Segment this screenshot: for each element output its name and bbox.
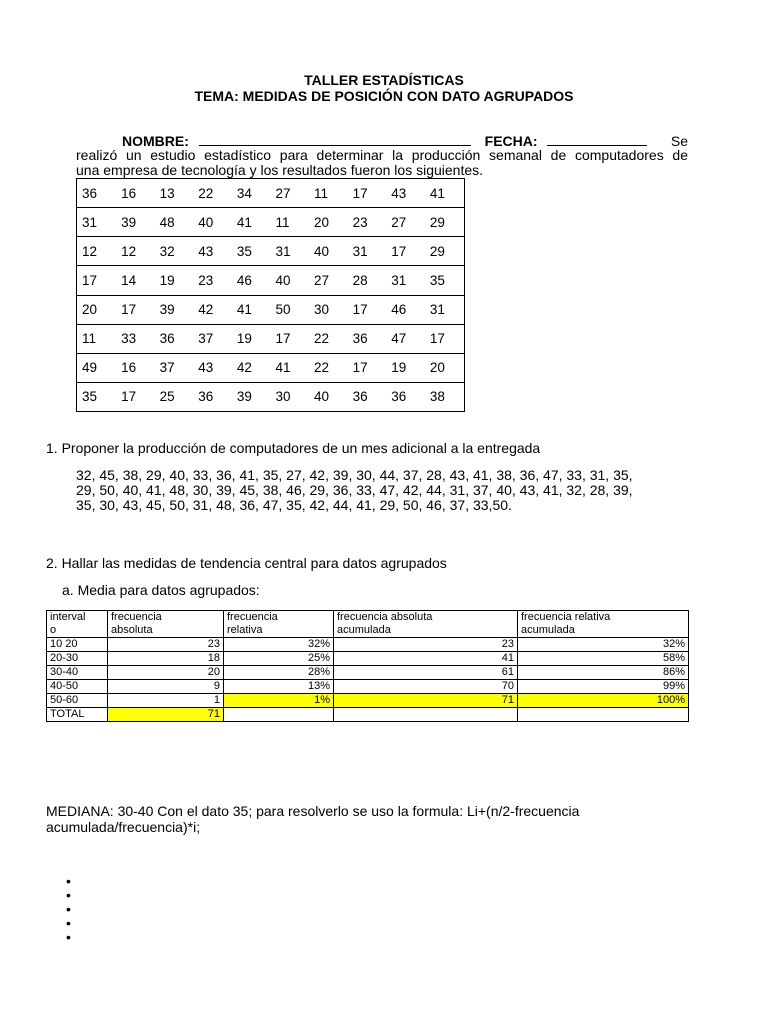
table-cell: 70 [334,680,518,694]
table-cell: 42 [232,353,271,382]
table-cell: 58% [518,652,689,666]
table-cell: 37 [155,353,194,382]
total-value: 71 [108,708,224,722]
table-row [77,295,465,324]
table-cell: 29 [425,237,465,266]
table-cell: 86% [518,666,689,680]
table-cell: 27 [386,208,425,237]
intro-paragraph [76,148,688,178]
table-cell: 22 [309,324,348,353]
table-cell: 28% [224,666,334,680]
frequency-table [46,610,689,722]
table-cell: 17 [386,237,425,266]
table-cell: 41 [270,353,309,382]
table-cell: 25% [224,652,334,666]
table-row [47,680,689,694]
header-cell: frecuencia absoluta [108,611,224,638]
table-cell: 18 [108,652,224,666]
table-cell: 50-60 [47,694,108,708]
list-item: • [66,887,71,903]
bullet-list [66,874,71,944]
table-cell: 33 [116,324,155,353]
table-cell: 32% [224,638,334,652]
table-cell: 34 [232,179,271,208]
table-cell: 49 [77,353,117,382]
table-cell: 36 [386,382,425,411]
table-cell: 31 [425,295,465,324]
empty-cell [518,708,689,722]
table-cell: 36 [348,324,387,353]
table-cell: 16 [116,179,155,208]
document-subtitle: TEMA: MEDIDAS DE POSICIÓN CON DATO AGRUPADOS [194,88,574,104]
date-label: FECHA: [484,133,538,149]
intro-line: una empresa de tecnología y los resultados fueron los siguientes. [76,162,484,178]
table-cell: 41 [232,295,271,324]
table-cell: 28 [348,266,387,295]
table-cell: 11 [77,324,117,353]
mediana-text [46,803,686,835]
table-cell: 36 [348,382,387,411]
table-cell: 100% [518,694,689,708]
table-row [77,208,465,237]
table-cell: 20 [77,295,117,324]
table-cell: 37 [193,324,232,353]
table-cell: 38 [425,382,465,411]
table-cell: 40 [309,382,348,411]
table-cell: 50 [270,295,309,324]
table-cell: 12 [116,237,155,266]
date-blank [547,133,647,146]
table-cell: 11 [270,208,309,237]
list-item: • [66,915,71,931]
table-cell: 99% [518,680,689,694]
table-cell: 35 [425,266,465,295]
table-cell: 35 [232,237,271,266]
table-cell: 12 [77,237,117,266]
table-cell: 22 [193,179,232,208]
table-cell: 35 [77,382,117,411]
table-cell: 46 [386,295,425,324]
table-row [77,179,465,208]
table-row [47,694,689,708]
table-cell: 30 [309,295,348,324]
header-cell: frecuencia relativa acumulada [518,611,689,638]
table-cell: 31 [77,208,117,237]
table-cell: 9 [108,680,224,694]
table-cell: 23 [334,638,518,652]
table-cell: 32% [518,638,689,652]
mediana-line: MEDIANA: 30-40 Con el dato 35; para resolverlo se uso la formula: Li+(n/2-frecuencia [46,803,580,819]
table-cell: 40-50 [47,680,108,694]
document-title: TALLER ESTADÍSTICAS [304,72,464,88]
table-cell: 41 [334,652,518,666]
table-row [47,652,689,666]
table-row [77,324,465,353]
table-cell: 27 [309,266,348,295]
table-cell: 14 [116,266,155,295]
name-blank [199,133,471,146]
total-label: TOTAL [47,708,108,722]
table-cell: 39 [155,295,194,324]
table-cell: 13% [224,680,334,694]
header-cell: frecuencia relativa [224,611,334,638]
table-cell: 46 [232,266,271,295]
table-cell: 22 [309,353,348,382]
table-cell: 17 [270,324,309,353]
data-line: 35, 30, 43, 45, 50, 31, 48, 36, 47, 35, 42, 44, 41, 29, 50, 46, 37, 33,50. [76,497,512,513]
table-cell: 39 [232,382,271,411]
empty-cell [334,708,518,722]
table-row [77,382,465,411]
table-cell: 17 [116,382,155,411]
table-cell: 19 [386,353,425,382]
table-cell: 32 [155,237,194,266]
table-row [47,666,689,680]
data-line: 29, 50, 40, 41, 48, 30, 39, 45, 38, 46, 29, 36, 33, 47, 42, 44, 31, 37, 40, 43, 41, 32, 28, 39, [76,482,633,498]
table-cell: 40 [193,208,232,237]
table-cell: 31 [348,237,387,266]
frequency-table-total [47,708,689,722]
table-cell: 36 [77,179,117,208]
table-cell: 36 [193,382,232,411]
header-cell: interval o [47,611,108,638]
table-row [77,353,465,382]
question-2a: a. Media para datos agrupados: [62,582,260,598]
table-cell: 48 [155,208,194,237]
table-cell: 17 [116,295,155,324]
table-cell: 27 [270,179,309,208]
table-cell: 36 [155,324,194,353]
mediana-line: acumulada/frecuencia)*i; [46,819,201,835]
header-cell: frecuencia absoluta acumulada [334,611,518,638]
question-2: 2. Hallar las medidas de tendencia central para datos agrupados [46,555,447,571]
table-cell: 16 [116,353,155,382]
table-cell: 20 [309,208,348,237]
question-1-data [76,468,688,513]
table-cell: 20-30 [47,652,108,666]
table-cell: 19 [232,324,271,353]
table-row [47,638,689,652]
table-cell: 39 [116,208,155,237]
table-cell: 17 [348,353,387,382]
production-table [76,178,465,412]
table-cell: 30-40 [47,666,108,680]
table-cell: 47 [386,324,425,353]
table-cell: 1% [224,694,334,708]
table-cell: 23 [193,266,232,295]
table-cell: 42 [193,295,232,324]
table-cell: 1 [108,694,224,708]
table-cell: 23 [348,208,387,237]
table-cell: 13 [155,179,194,208]
frequency-table-header [47,611,689,638]
table-cell: 61 [334,666,518,680]
list-item: • [66,901,71,917]
question-1: 1. Proponer la producción de computadores de un mes adicional a la entregada [46,440,541,456]
table-cell: 10 20 [47,638,108,652]
table-cell: 43 [386,179,425,208]
lead-word: Se [670,133,688,149]
table-cell: 31 [270,237,309,266]
table-cell: 30 [270,382,309,411]
table-cell: 41 [232,208,271,237]
table-cell: 43 [193,353,232,382]
intro-line: realizó un estudio estadístico para determinar la producción semanal de computadores de [76,147,688,163]
table-cell: 17 [77,266,117,295]
table-cell: 17 [425,324,465,353]
table-cell: 71 [334,694,518,708]
table-cell: 29 [425,208,465,237]
list-item: • [66,929,71,945]
table-cell: 23 [108,638,224,652]
empty-cell [224,708,334,722]
table-cell: 17 [348,295,387,324]
table-cell: 40 [270,266,309,295]
table-row [77,237,465,266]
table-cell: 11 [309,179,348,208]
table-row [77,266,465,295]
table-cell: 19 [155,266,194,295]
table-cell: 20 [108,666,224,680]
table-cell: 17 [348,179,387,208]
table-cell: 43 [193,237,232,266]
table-cell: 40 [309,237,348,266]
name-label: NOMBRE: [122,133,189,149]
table-cell: 20 [425,353,465,382]
table-cell: 31 [386,266,425,295]
table-cell: 41 [425,179,465,208]
data-line: 32, 45, 38, 29, 40, 33, 36, 41, 35, 27, 42, 39, 30, 44, 37, 28, 43, 41, 38, 36, 47, 33, 31, 35, [76,467,633,483]
table-cell: 25 [155,382,194,411]
list-item: • [66,873,71,889]
